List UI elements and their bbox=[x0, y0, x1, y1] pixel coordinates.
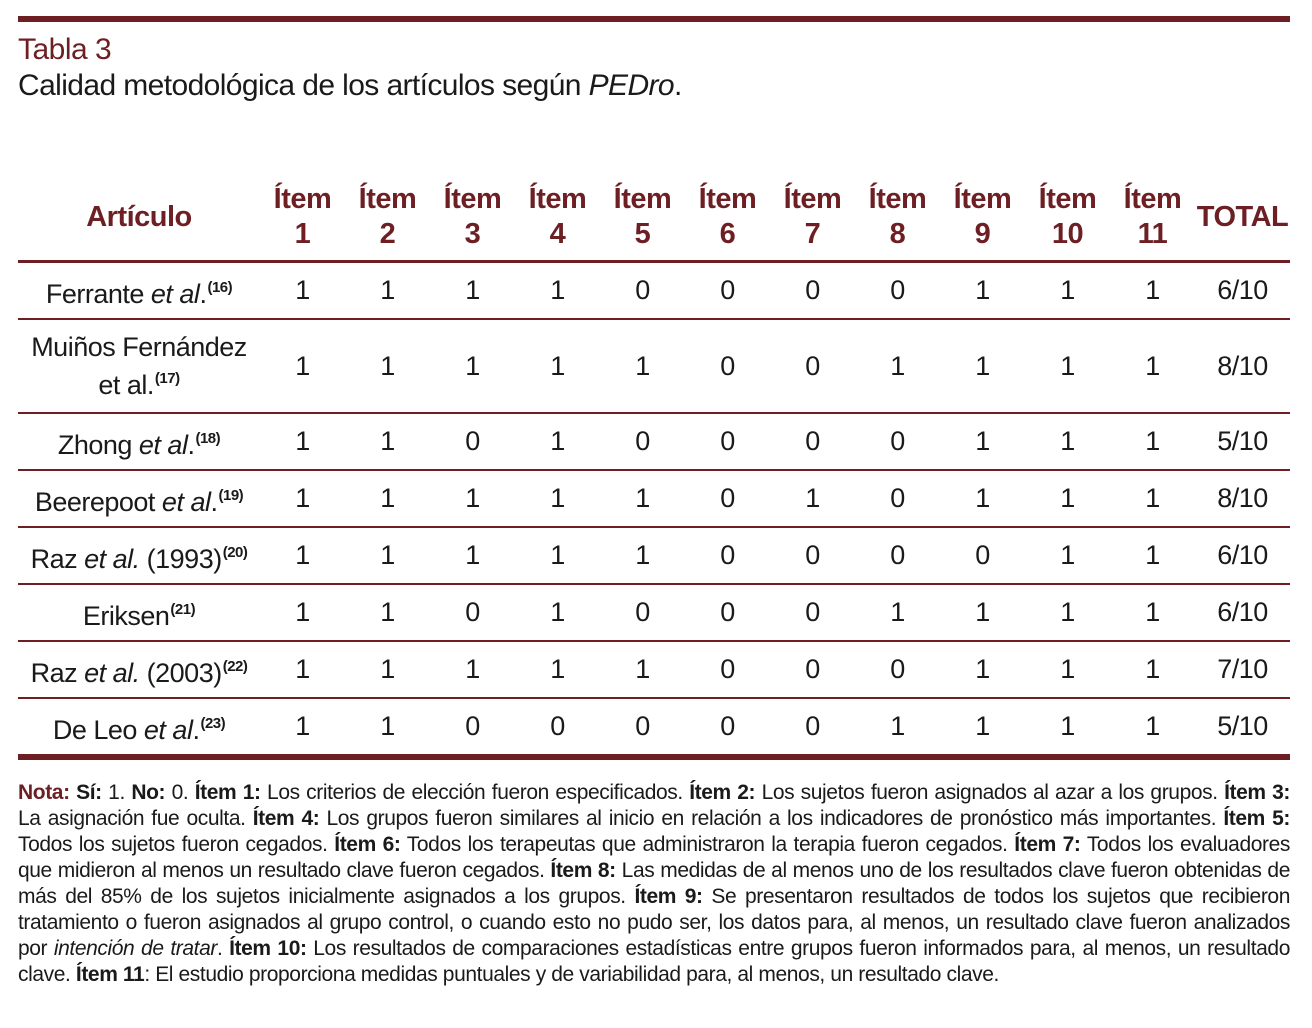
score-item-9: 1 bbox=[940, 413, 1025, 470]
score-item-10: 1 bbox=[1025, 470, 1110, 527]
no-label: No: bbox=[131, 781, 166, 804]
score-item-5: 1 bbox=[600, 641, 685, 698]
article-cell bbox=[18, 470, 260, 527]
score-item-1: 1 bbox=[260, 641, 345, 698]
note-item-label: Ítem 7: bbox=[1014, 833, 1081, 856]
header-item-word: Ítem bbox=[783, 183, 842, 215]
table-row bbox=[18, 262, 1290, 320]
article-suffix: . bbox=[210, 486, 218, 517]
header-item-word: Ítem bbox=[443, 183, 502, 215]
header-item-7 bbox=[770, 178, 855, 262]
score-item-1: 1 bbox=[260, 584, 345, 641]
score-item-7: 0 bbox=[770, 319, 855, 413]
header-item-number: 11 bbox=[1137, 218, 1168, 250]
header-item-2 bbox=[345, 178, 430, 262]
score-item-9: 1 bbox=[940, 641, 1025, 698]
score-total: 6/10 bbox=[1195, 584, 1290, 641]
score-item-7: 0 bbox=[770, 413, 855, 470]
score-item-7: 0 bbox=[770, 262, 855, 320]
score-item-8: 0 bbox=[855, 641, 940, 698]
article-cell bbox=[18, 527, 260, 584]
article-et-al: et al bbox=[161, 486, 211, 517]
score-item-3: 0 bbox=[430, 584, 515, 641]
note-item-label: Ítem 4: bbox=[252, 807, 320, 830]
header-item-6 bbox=[685, 178, 770, 262]
score-item-8: 0 bbox=[855, 413, 940, 470]
score-item-1: 1 bbox=[260, 262, 345, 320]
score-item-4: 1 bbox=[515, 527, 600, 584]
score-item-10: 1 bbox=[1025, 527, 1110, 584]
table-row bbox=[18, 319, 1290, 413]
table-row bbox=[18, 413, 1290, 470]
table-caption bbox=[18, 32, 1290, 104]
score-item-4: 1 bbox=[515, 319, 600, 413]
header-item-11 bbox=[1110, 178, 1195, 262]
score-item-4: 1 bbox=[515, 641, 600, 698]
article-name: Raz bbox=[30, 657, 85, 688]
score-item-2: 1 bbox=[345, 262, 430, 320]
article-et-al: et al bbox=[150, 278, 200, 309]
header-item-4 bbox=[515, 178, 600, 262]
article-reference: (21) bbox=[170, 600, 196, 618]
no-value: 0. bbox=[165, 781, 195, 804]
note-item-text: Las medidas de al menos uno de los resultados clave fueron obtenidas de más del 85% de los sujetos inicialmente asignados a los grupos. bbox=[18, 859, 1290, 908]
score-item-1: 1 bbox=[260, 413, 345, 470]
header-item-number: 5 bbox=[634, 218, 651, 250]
note-item-text: Los sujetos fueron asignados al azar a los grupos. bbox=[755, 781, 1225, 804]
article-name-line2: et al. bbox=[98, 370, 154, 400]
score-item-4: 1 bbox=[515, 413, 600, 470]
header-item-word: Ítem bbox=[273, 183, 332, 215]
note-item-text-end: . bbox=[216, 937, 230, 960]
score-item-6: 0 bbox=[685, 584, 770, 641]
score-item-4: 1 bbox=[515, 470, 600, 527]
score-item-10: 1 bbox=[1025, 641, 1110, 698]
header-item-3 bbox=[430, 178, 515, 262]
article-name: Ferrante bbox=[45, 278, 151, 309]
header-total: TOTAL bbox=[1195, 178, 1290, 262]
note-item-text: Los criterios de elección fueron especificados. bbox=[260, 781, 690, 804]
score-item-9: 1 bbox=[940, 262, 1025, 320]
title-end: . bbox=[674, 69, 682, 102]
title-italic: PEDro bbox=[588, 69, 675, 102]
note-italic: intención de tratar bbox=[53, 937, 217, 960]
article-cell bbox=[18, 262, 260, 320]
article-reference: (22) bbox=[222, 657, 248, 675]
nota-label: Nota: bbox=[18, 781, 70, 804]
article-name: Eriksen bbox=[82, 600, 170, 631]
table-row bbox=[18, 641, 1290, 698]
score-item-2: 1 bbox=[345, 413, 430, 470]
score-item-6: 0 bbox=[685, 641, 770, 698]
header-item-8 bbox=[855, 178, 940, 262]
note-item-text: Todos los sujetos fueron cegados. bbox=[18, 833, 335, 856]
header-item-number: 3 bbox=[464, 218, 481, 250]
note-item-label: Ítem 1: bbox=[194, 781, 261, 804]
score-item-8: 0 bbox=[855, 527, 940, 584]
header-item-5 bbox=[600, 178, 685, 262]
article-reference: (16) bbox=[207, 278, 233, 296]
header-item-word: Ítem bbox=[953, 183, 1012, 215]
note-item-label: Ítem 10: bbox=[229, 937, 307, 960]
article-suffix: . bbox=[199, 278, 207, 309]
table-row bbox=[18, 698, 1290, 757]
article-name: Beerepoot bbox=[34, 486, 162, 517]
pedro-table bbox=[18, 178, 1290, 760]
header-row bbox=[18, 178, 1290, 262]
score-total: 7/10 bbox=[1195, 641, 1290, 698]
table-row bbox=[18, 584, 1290, 641]
score-total: 5/10 bbox=[1195, 698, 1290, 757]
score-item-5: 1 bbox=[600, 470, 685, 527]
score-item-8: 1 bbox=[855, 584, 940, 641]
score-item-5: 0 bbox=[600, 698, 685, 757]
table-row bbox=[18, 470, 1290, 527]
score-item-10: 1 bbox=[1025, 262, 1110, 320]
score-item-8: 1 bbox=[855, 319, 940, 413]
article-name: Muiños Fernández bbox=[31, 332, 247, 362]
score-item-11: 1 bbox=[1110, 262, 1195, 320]
header-item-number: 6 bbox=[719, 218, 736, 250]
score-item-8: 0 bbox=[855, 262, 940, 320]
score-item-2: 1 bbox=[345, 641, 430, 698]
header-item-number: 9 bbox=[974, 218, 991, 250]
article-name: Raz bbox=[30, 543, 85, 574]
note-item-text: Se presentaron resultados de todos los sujetos que recibieron tratamiento o fueron asignados al grupo control, o cuando esto no pudo ser, los datos para, al menos, un resultado clave fueron analizados por bbox=[18, 885, 1290, 960]
header-item-number: 7 bbox=[804, 218, 821, 250]
article-name: De Leo bbox=[52, 714, 144, 745]
score-item-5: 1 bbox=[600, 319, 685, 413]
score-item-8: 1 bbox=[855, 698, 940, 757]
header-item-word: Ítem bbox=[528, 183, 587, 215]
article-cell bbox=[18, 641, 260, 698]
score-total: 8/10 bbox=[1195, 470, 1290, 527]
article-suffix: (1993) bbox=[139, 543, 222, 574]
article-name: Zhong bbox=[57, 429, 139, 460]
score-item-6: 0 bbox=[685, 413, 770, 470]
header-item-word: Ítem bbox=[868, 183, 927, 215]
score-item-8: 0 bbox=[855, 470, 940, 527]
table-note bbox=[18, 780, 1290, 988]
table-body bbox=[18, 262, 1290, 758]
article-suffix: (2003) bbox=[139, 657, 222, 688]
header-item-number: 1 bbox=[294, 218, 311, 250]
note-item-label: Ítem 11 bbox=[75, 963, 145, 986]
note-item-label: Ítem 8: bbox=[550, 859, 616, 882]
article-reference: (17) bbox=[154, 370, 180, 387]
score-item-2: 1 bbox=[345, 698, 430, 757]
score-item-10: 1 bbox=[1025, 413, 1110, 470]
score-item-7: 0 bbox=[770, 527, 855, 584]
header-item-word: Ítem bbox=[698, 183, 757, 215]
note-item-label: Ítem 2: bbox=[689, 781, 756, 804]
score-item-6: 0 bbox=[685, 319, 770, 413]
table-row bbox=[18, 527, 1290, 584]
score-item-6: 0 bbox=[685, 527, 770, 584]
score-item-9: 1 bbox=[940, 470, 1025, 527]
score-item-10: 1 bbox=[1025, 584, 1110, 641]
score-item-11: 1 bbox=[1110, 698, 1195, 757]
header-item-number: 4 bbox=[549, 218, 566, 250]
article-cell bbox=[18, 698, 260, 757]
score-item-5: 0 bbox=[600, 413, 685, 470]
header-item-10 bbox=[1025, 178, 1110, 262]
score-item-6: 0 bbox=[685, 470, 770, 527]
top-rule bbox=[18, 16, 1290, 22]
score-item-3: 0 bbox=[430, 698, 515, 757]
header-item-word: Ítem bbox=[1038, 183, 1097, 215]
note-item-text: La asignación fue oculta. bbox=[18, 807, 253, 830]
score-item-9: 1 bbox=[940, 698, 1025, 757]
header-item-word: Ítem bbox=[1123, 183, 1182, 215]
note-item-text: Todos los terapeutas que administraron la terapia fueron cegados. bbox=[400, 833, 1015, 856]
score-item-3: 1 bbox=[430, 641, 515, 698]
si-value: 1. bbox=[101, 781, 132, 804]
score-total: 5/10 bbox=[1195, 413, 1290, 470]
note-item-text: Los grupos fueron similares al inicio en relación a los indicadores de pronóstico más importantes. bbox=[319, 807, 1224, 830]
note-item-label: Ítem 5: bbox=[1223, 807, 1290, 830]
score-item-7: 0 bbox=[770, 641, 855, 698]
score-item-5: 1 bbox=[600, 527, 685, 584]
article-cell bbox=[18, 413, 260, 470]
note-item-label: Ítem 3: bbox=[1224, 781, 1291, 804]
article-suffix: . bbox=[192, 714, 200, 745]
article-et-al: et al bbox=[143, 714, 193, 745]
score-item-10: 1 bbox=[1025, 698, 1110, 757]
score-item-3: 0 bbox=[430, 413, 515, 470]
header-article: Artículo bbox=[18, 178, 260, 262]
si-label: Sí: bbox=[76, 781, 102, 804]
article-reference: (19) bbox=[218, 486, 244, 504]
score-item-2: 1 bbox=[345, 584, 430, 641]
score-item-1: 1 bbox=[260, 527, 345, 584]
note-item-text: : El estudio proporciona medidas puntuales y de variabilidad para, al menos, un resultado clave. bbox=[144, 963, 999, 986]
score-item-7: 1 bbox=[770, 470, 855, 527]
score-item-3: 1 bbox=[430, 262, 515, 320]
header-item-number: 10 bbox=[1051, 218, 1084, 250]
score-item-4: 0 bbox=[515, 698, 600, 757]
note-item-label: Ítem 9: bbox=[634, 885, 703, 908]
article-reference: (23) bbox=[200, 714, 226, 732]
article-reference: (20) bbox=[222, 543, 248, 561]
article-cell bbox=[18, 319, 260, 413]
header-item-9 bbox=[940, 178, 1025, 262]
header-item-word: Ítem bbox=[613, 183, 672, 215]
score-item-3: 1 bbox=[430, 527, 515, 584]
article-et-al: et al. bbox=[84, 657, 140, 688]
score-item-5: 0 bbox=[600, 584, 685, 641]
score-item-6: 0 bbox=[685, 262, 770, 320]
score-item-3: 1 bbox=[430, 319, 515, 413]
header-item-number: 2 bbox=[379, 218, 396, 250]
table-title bbox=[18, 68, 1290, 104]
score-total: 8/10 bbox=[1195, 319, 1290, 413]
article-cell bbox=[18, 584, 260, 641]
article-et-al: et al bbox=[138, 429, 188, 460]
score-item-9: 1 bbox=[940, 319, 1025, 413]
score-item-6: 0 bbox=[685, 698, 770, 757]
note-item-text: Los resultados de comparaciones estadísticas entre grupos fueron informados para, al menos, un resultado clave. bbox=[18, 937, 1290, 986]
score-item-2: 1 bbox=[345, 527, 430, 584]
header-item-1 bbox=[260, 178, 345, 262]
table-label: Tabla 3 bbox=[18, 33, 112, 66]
score-item-11: 1 bbox=[1110, 319, 1195, 413]
note-item-text: Todos los evaluadores que midieron al menos un resultado clave fueron cegados. bbox=[18, 833, 1290, 882]
score-item-11: 1 bbox=[1110, 641, 1195, 698]
score-item-10: 1 bbox=[1025, 319, 1110, 413]
score-item-4: 1 bbox=[515, 584, 600, 641]
header-item-word: Ítem bbox=[358, 183, 417, 215]
score-item-3: 1 bbox=[430, 470, 515, 527]
score-item-7: 0 bbox=[770, 698, 855, 757]
score-item-2: 1 bbox=[345, 319, 430, 413]
score-item-1: 1 bbox=[260, 470, 345, 527]
score-item-1: 1 bbox=[260, 319, 345, 413]
article-et-al: et al. bbox=[84, 543, 140, 574]
score-item-9: 0 bbox=[940, 527, 1025, 584]
score-total: 6/10 bbox=[1195, 527, 1290, 584]
score-item-1: 1 bbox=[260, 698, 345, 757]
score-item-4: 1 bbox=[515, 262, 600, 320]
score-total: 6/10 bbox=[1195, 262, 1290, 320]
score-item-11: 1 bbox=[1110, 584, 1195, 641]
note-item-label: Ítem 6: bbox=[334, 833, 401, 856]
score-item-11: 1 bbox=[1110, 470, 1195, 527]
score-item-11: 1 bbox=[1110, 413, 1195, 470]
score-item-9: 1 bbox=[940, 584, 1025, 641]
title-text: Calidad metodológica de los artículos según bbox=[18, 69, 589, 102]
score-item-7: 0 bbox=[770, 584, 855, 641]
score-item-5: 0 bbox=[600, 262, 685, 320]
article-reference: (18) bbox=[195, 429, 221, 447]
score-item-11: 1 bbox=[1110, 527, 1195, 584]
header-item-number: 8 bbox=[889, 218, 906, 250]
article-suffix: . bbox=[187, 429, 195, 460]
score-item-2: 1 bbox=[345, 470, 430, 527]
